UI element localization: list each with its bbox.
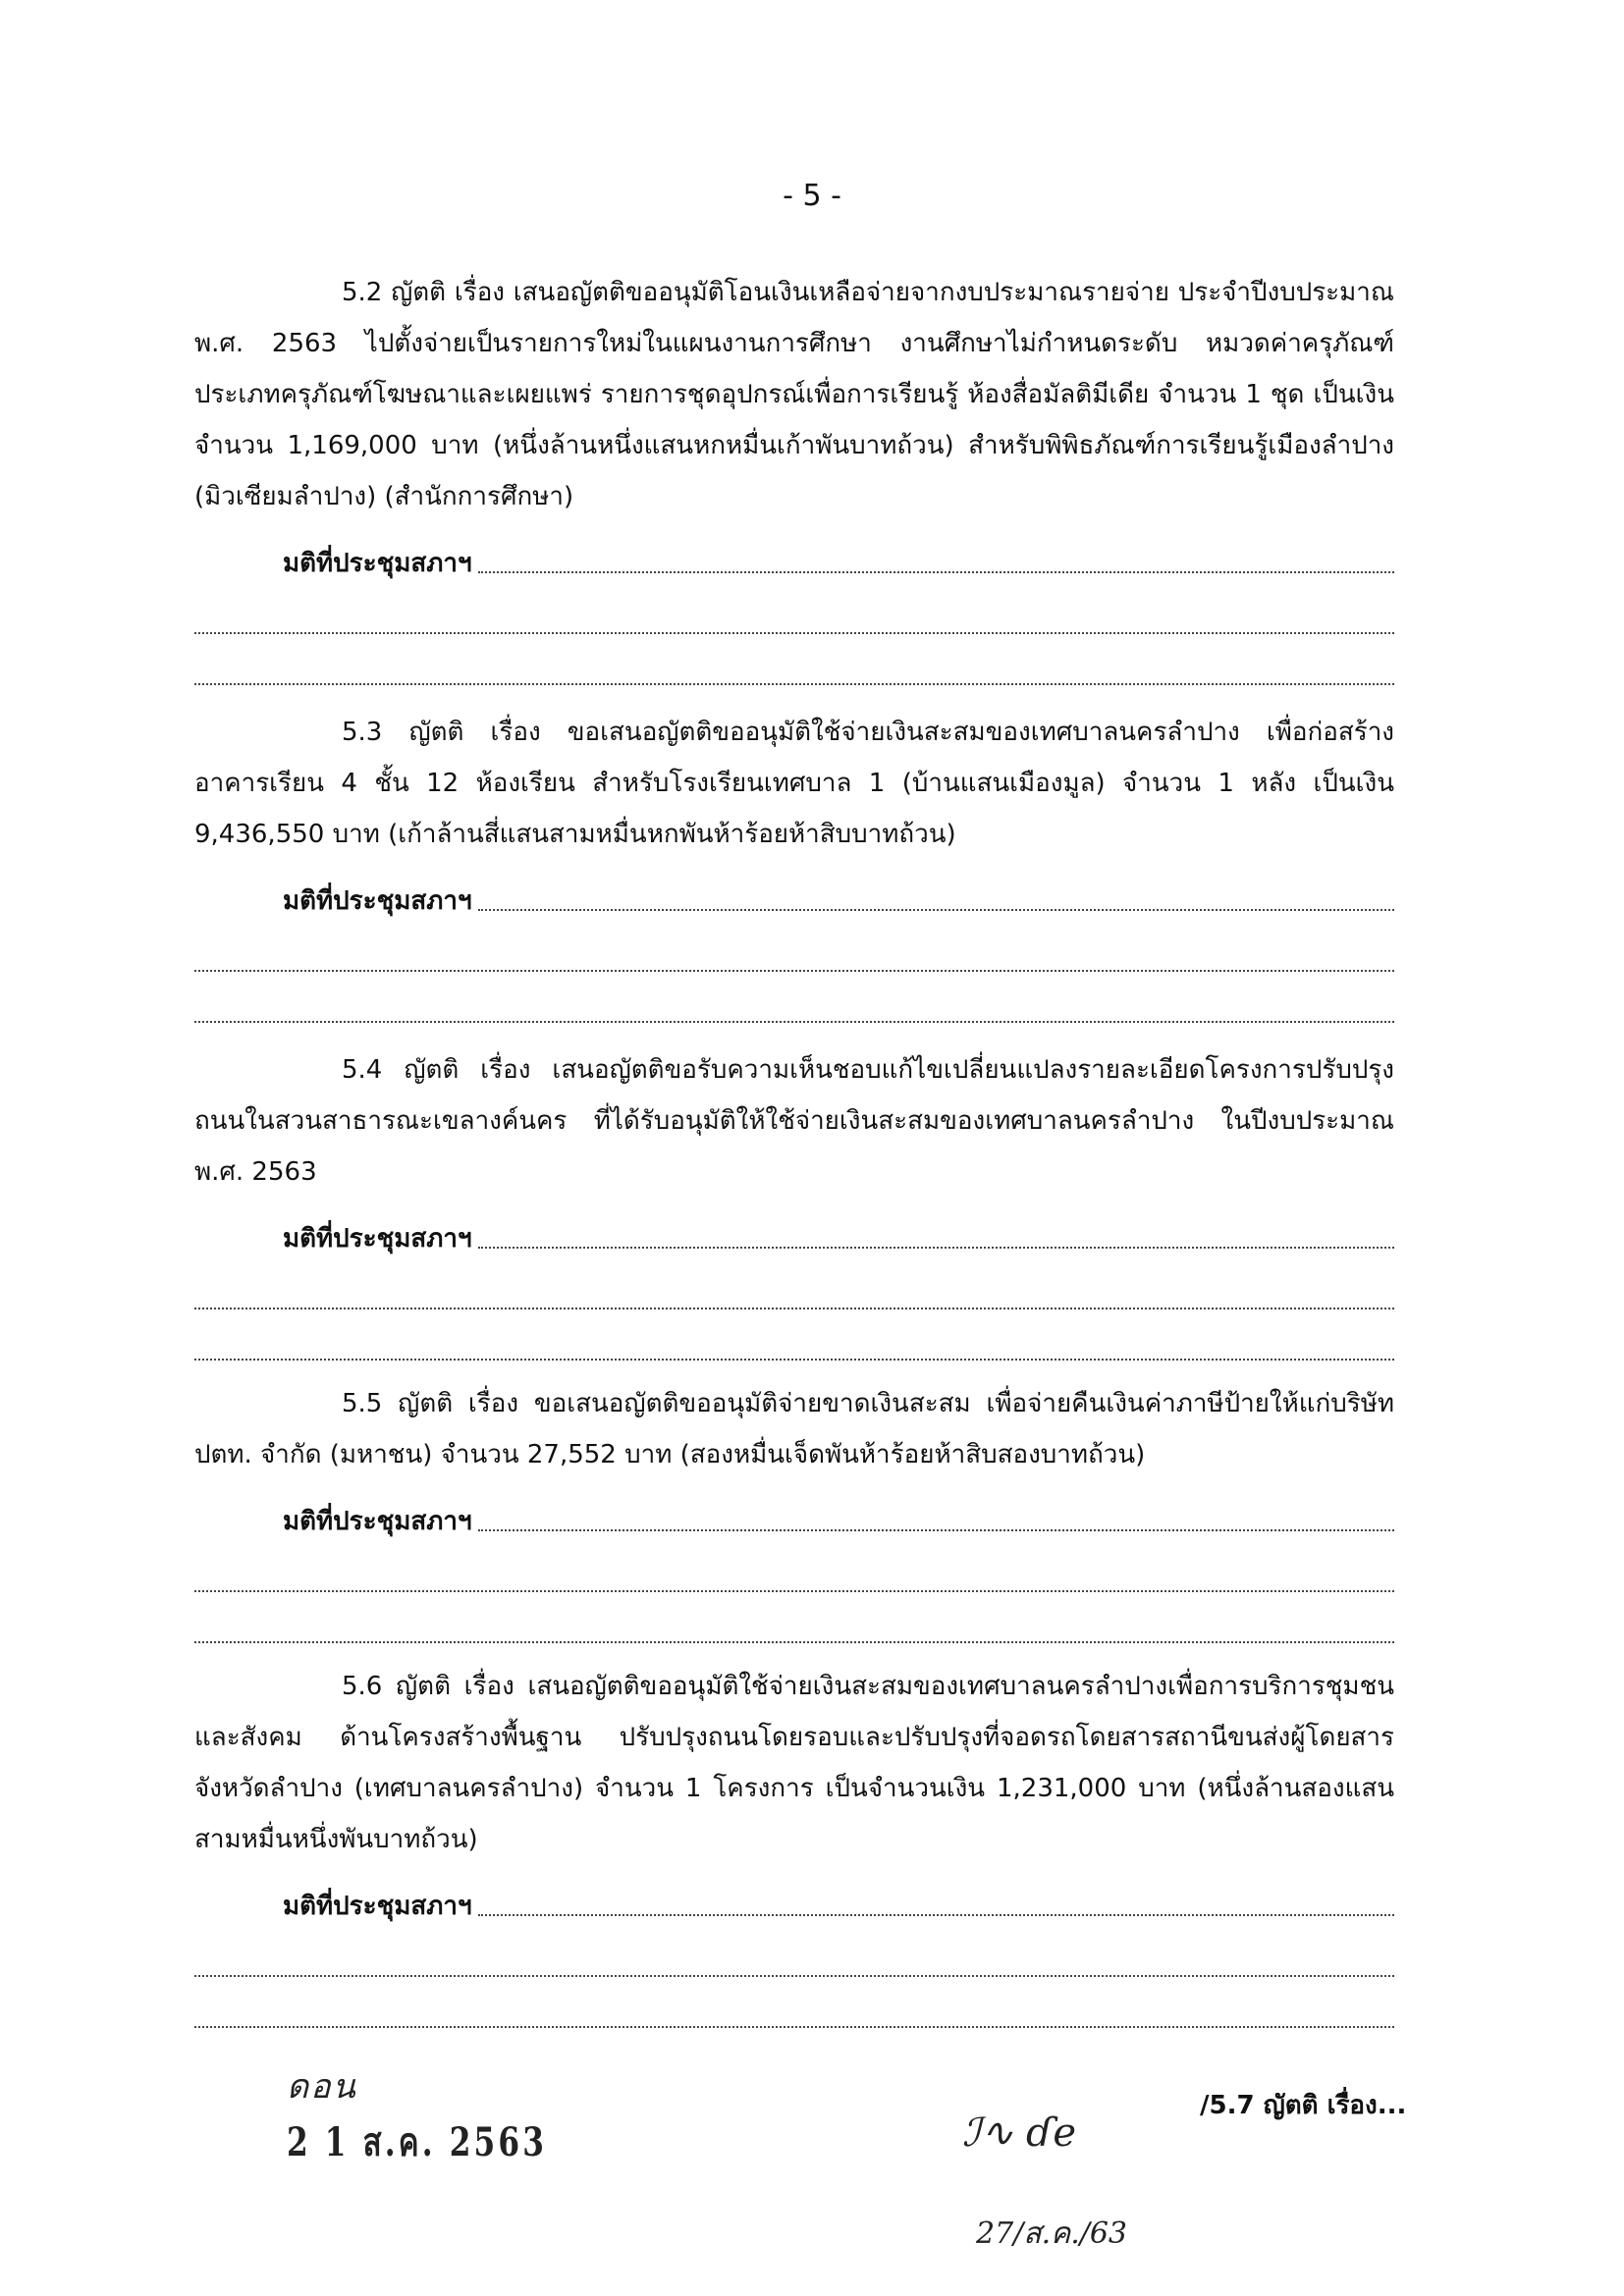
resolution-line [194, 1207, 1394, 1258]
agenda-item-5-3 [194, 707, 1394, 1023]
agenda-item-5-2 [194, 267, 1394, 685]
dotted-fill-line [478, 571, 1394, 573]
item-text [194, 1044, 1394, 1198]
resolution-label: มติที่ประชุมสภาฯ [283, 1507, 472, 1536]
item-text-body: 5.6 ญัตติ เรื่อง เสนอญัตติขออนุมัติใช้จ่ายเงินสะสมของเทศบาลนครลำปางเพื่อการบริการชุมชนและสังคม ด้านโครงสร้างพื้นฐาน ปรับปรุงถนนโดยรอบและปรับปรุงที่จอดรถโดยสารสถานีขนส่งผู้โดยสารจังหวัดลำปาง (เทศบาลนครลำปาง) จำนวน 1 โครงการ เป็นจำนวนเงิน 1,231,000 บาท (หนึ่งล้านสองแสนสามหมื่นหนึ่งพันบาทถ้วน) [194, 1672, 1394, 1854]
item-text [194, 1661, 1394, 1865]
handwritten-signature: ℐ∿ ɗe [962, 2110, 1076, 2156]
resolution-line [194, 532, 1394, 583]
resolution-label: มติที่ประชุมสภาฯ [283, 1892, 472, 1921]
resolution-line [194, 870, 1394, 921]
dotted-fill-line [478, 1914, 1394, 1916]
blank-dotted-line [194, 972, 1394, 1023]
item-text-body: 5.3 ญัตติ เรื่อง ขอเสนอญัตติขออนุมัติใช้จ่ายเงินสะสมของเทศบาลนครลำปาง เพื่อก่อสร้างอาคารเรียน 4 ชั้น 12 ห้องเรียน สำหรับโรงเรียนเทศบาล 1 (บ้านแสนเมืองมูล) จำนวน 1 หลัง เป็นเงิน 9,436,550 บาท (เก้าล้านสี่แสนสามหมื่นหกพันห้าร้อยห้าสิบบาทถ้วน) [194, 718, 1394, 849]
blank-dotted-line [194, 1541, 1394, 1592]
dotted-fill-line [478, 1529, 1394, 1531]
handwritten-initial: ดอน [287, 2067, 357, 2107]
blank-dotted-line [194, 1258, 1394, 1309]
item-text [194, 267, 1394, 522]
item-text-body: 5.5 ญัตติ เรื่อง ขอเสนอญัตติขออนุมัติจ่ายขาดเงินสะสม เพื่อจ่ายคืนเงินค่าภาษีป้ายให้แก่บริษัท ปตท. จำกัด (มหาชน) จำนวน 27,552 บาท (สองหมื่นเจ็ดพันห้าร้อยห้าสิบสองบาทถ้วน) [194, 1389, 1394, 1469]
blank-dotted-line [194, 1977, 1394, 2028]
resolution-line [194, 1490, 1394, 1541]
continuation-marker: /5.7 ญัตติ เรื่อง... [1200, 2091, 1407, 2120]
blank-dotted-line [194, 921, 1394, 972]
resolution-label: มติที่ประชุมสภาฯ [283, 549, 472, 578]
item-text-body: 5.2 ญัตติ เรื่อง เสนอญัตติขออนุมัติโอนเงินเหลือจ่ายจากงบประมาณรายจ่าย ประจำปีงบประมาณ พ.ศ. 2563 ไปตั้งจ่ายเป็นรายการใหม่ในแผนงานการศึกษา งานศึกษาไม่กำหนดระดับ หมวดค่าครุภัณฑ์ ประเภทครุภัณฑ์โฆษณาและเผยแพร่ รายการชุดอุปกรณ์เพื่อการเรียนรู้ ห้องสื่อมัลติมีเดีย จำนวน 1 ชุด เป็นเงินจำนวน 1,169,000 บาท (หนึ่งล้านหนึ่งแสนหกหมื่นเก้าพันบาทถ้วน) สำหรับพิพิธภัณฑ์การเรียนรู้เมืองลำปาง (มิวเซียมลำปาง) (สำนักการศึกษา) [194, 278, 1394, 511]
blank-dotted-line [194, 583, 1394, 634]
page-number: - 5 - [783, 179, 841, 213]
blank-dotted-line [194, 1309, 1394, 1361]
resolution-label: มติที่ประชุมสภาฯ [283, 1224, 472, 1254]
received-date-stamp: 2 1 ส.ค. 2563 [287, 2119, 548, 2165]
item-text [194, 1378, 1394, 1480]
item-text-body: 5.4 ญัตติ เรื่อง เสนอญัตติขอรับความเห็นชอบแก้ไขเปลี่ยนแปลงรายละเอียดโครงการปรับปรุงถนนในสวนสาธารณะเขลางค์นคร ที่ได้รับอนุมัติให้ใช้จ่ายเงินสะสมของเทศบาลนครลำปาง ในปีงบประมาณ พ.ศ. 2563 [194, 1055, 1394, 1187]
resolution-label: มติที่ประชุมสภาฯ [283, 886, 472, 916]
blank-dotted-line [194, 1592, 1394, 1643]
signature-date: 27/ส.ค./63 [976, 2216, 1128, 2251]
dotted-fill-line [478, 909, 1394, 911]
blank-dotted-line [194, 1926, 1394, 1977]
item-text [194, 707, 1394, 860]
dotted-fill-line [478, 1247, 1394, 1249]
blank-dotted-line [194, 634, 1394, 685]
resolution-line [194, 1875, 1394, 1926]
agenda-item-5-5 [194, 1378, 1394, 1643]
agenda-item-5-4 [194, 1044, 1394, 1361]
agenda-item-5-6 [194, 1661, 1394, 2028]
